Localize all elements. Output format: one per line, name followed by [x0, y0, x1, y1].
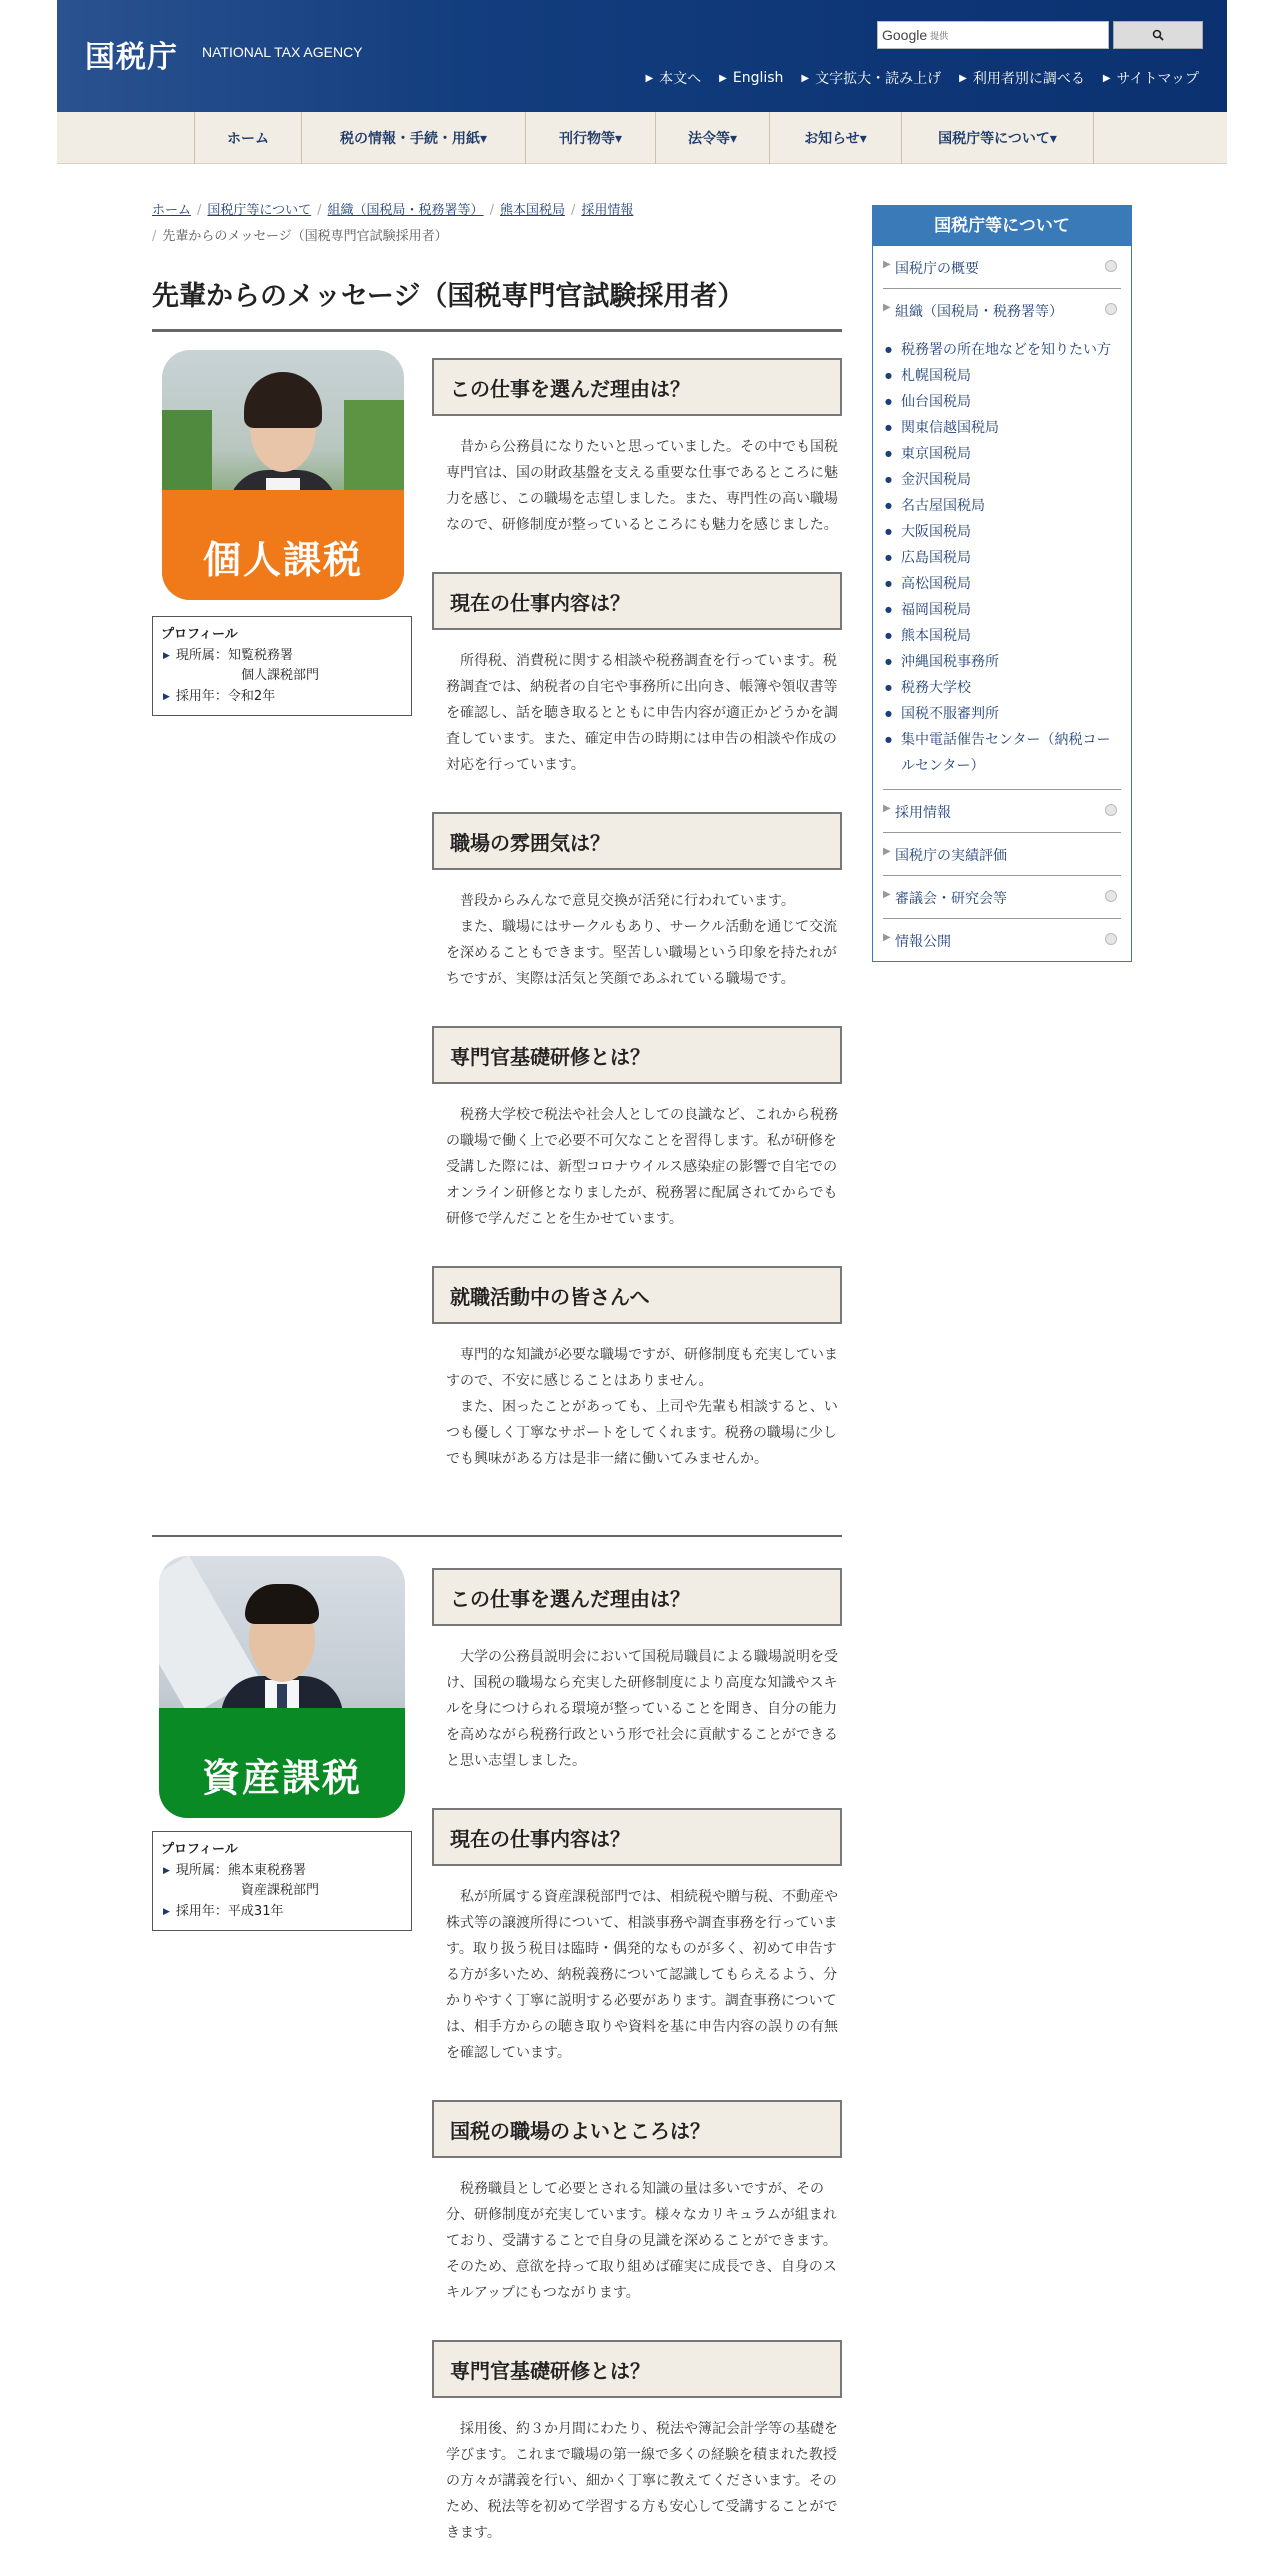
qa-section	[432, 1568, 842, 2568]
utility-nav	[645, 68, 1199, 88]
question-heading: この仕事を選んだ理由は？	[432, 358, 842, 416]
gnav-home[interactable]: ホーム	[195, 112, 302, 164]
affiliation-label: 現所属：	[175, 1863, 228, 1878]
hire-year: 採用年：平成31年	[175, 1904, 284, 1919]
search-brand: Google	[882, 27, 928, 43]
answer-text: 私が所属する資産課税部門では、相続税や贈与税、不動産や株式等の譲渡所得について、相談事務や調査事務を行っています。取り扱う税目は臨時・偶発的なものが多く、初めて申告する方が多いため、納税義務について認識してもらえるよう、分かりやすく丁寧に説明する必要があります。調査事務については、相手方からの聴き取りや資料を基に申告内容の誤りの有無を確認しています。	[446, 1889, 838, 2061]
breadcrumb-current: 先輩からのメッセージ（国税専門官試験採用者）	[162, 229, 448, 244]
photo-label: 個人課税	[202, 538, 363, 582]
side-sub-list	[883, 331, 1121, 790]
side-sub-item[interactable]: ● 広島国税局	[901, 545, 1121, 571]
question-heading: 専門官基礎研修とは？	[432, 2340, 842, 2398]
chevron-right-icon: ▶	[883, 932, 891, 943]
answer-text: 昔から公務員になりたいと思っていました。その中でも国税専門官は、国の財政基盤を支える重要な仕事であるところに魅力を感じ、この職場を志望しました。また、専門性の高い職場なので、研修制度が整っているところにも魅力を感じました。	[446, 439, 838, 533]
expand-icon	[1105, 303, 1117, 315]
chevron-right-icon: ▶	[883, 302, 891, 313]
breadcrumb-home[interactable]: ホーム	[152, 203, 192, 218]
util-link-text-size[interactable]: ▶ 文字拡大・読み上げ	[801, 71, 942, 87]
side-item-evaluation[interactable]: ▶ 国税庁の実績評価	[883, 833, 1121, 876]
chevron-right-icon: ▶	[883, 846, 891, 857]
answer-text: 普段からみんなで意見交換が活発に行われています。 また、職場にはサークルもあり、サークル活動を通じて交流を深めることもできます。堅苦しい職場という印象を持たれがちですが、実際は活気と笑顔であふれている職場です。	[446, 893, 838, 987]
search-button[interactable]	[1113, 21, 1203, 49]
breadcrumb-recruit[interactable]: 採用情報	[581, 203, 634, 218]
qa-section	[432, 358, 842, 1506]
bullet-icon: ▶	[163, 692, 170, 702]
side-sub-item[interactable]: ● 国税不服審判所	[901, 701, 1121, 727]
answer-text: 税務大学校で税法や社会人としての良識など、これから税務の職場で働く上で必要不可欠なことを習得します。私が研修を受講した際には、新型コロナウイルス感染症の影響で自宅でのオンライン研修となりましたが、税務署に配属されてからでも研修で学んだことを生かせています。	[446, 1107, 838, 1227]
breadcrumb-organization[interactable]: 組織（国税局・税務署等）	[327, 203, 484, 218]
question-heading: 就職活動中の皆さんへ	[432, 1266, 842, 1324]
gnav-news[interactable]: お知らせ▾	[770, 112, 902, 164]
question-heading: 国税の職場のよいところは？	[432, 2100, 842, 2158]
side-sub-item[interactable]: ● 関東信越国税局	[901, 415, 1121, 441]
question-heading: 現在の仕事内容は？	[432, 572, 842, 630]
answer-text: 専門的な知識が必要な職場ですが、研修制度も充実していますので、不安に感じることはありません。 また、困ったことがあっても、上司や先輩も相談すると、いつも優しく丁寧なサポートをしてくれます。税務の職場に少しでも興味がある方は是非一緒に働いてみませんか。	[446, 1347, 838, 1467]
profile-card	[152, 616, 412, 716]
side-sub-item[interactable]: ● 集中電話催告センター（納税コールセンター）	[901, 727, 1121, 779]
bullet-icon: ▶	[163, 651, 170, 661]
affiliation-1: 熊本東税務署	[227, 1863, 306, 1878]
util-link-english[interactable]: ▶ English	[719, 70, 784, 86]
answer-text: 大学の公務員説明会において国税局職員による職場説明を受け、国税の職場なら充実した研修制度により高度な知識やスキルを身につけられる環境が整っていることを聞き、自分の能力を高めながら税務行政という形で社会に貢献することができると思い志望しました。	[446, 1649, 838, 1769]
breadcrumb: ホーム / 国税庁等について / 組織（国税局・税務署等） / 熊本国税局 / 採用情報 / 先輩からのメッセージ（国税専門官試験採用者）	[152, 203, 634, 244]
breadcrumb-kumamoto[interactable]: 熊本国税局	[499, 203, 565, 218]
answer-text: 採用後、約３か月間にわたり、税法や簿記会計学等の基礎を学びます。これまで職場の第一線で多くの経験を積まれた教授の方々が講義を行い、細かく丁寧に教えてくださいます。そのため、税法等を初めて学習する方も安心して受講することができます。	[446, 2421, 838, 2541]
expand-icon	[1105, 804, 1117, 816]
search-provided: 提供	[930, 31, 949, 42]
side-sub-item[interactable]: ● 税務署の所在地などを知りたい方	[901, 337, 1121, 363]
affiliation-2: 資産課税部門	[241, 1883, 320, 1898]
answer-text: 税務職員として必要とされる知識の量は多いですが、その分、研修制度が充実しています。様々なカリキュラムが組まれており、受講することで自身の見識を深めることができます。そのため、意欲を持って取り組めば確実に成長でき、自身のスキルアップにもつながります。	[446, 2181, 837, 2301]
site-logo[interactable]: 国税庁	[85, 40, 178, 75]
search-icon	[1152, 29, 1164, 41]
side-nav-title: 国税庁等について	[873, 206, 1131, 246]
gnav-about[interactable]: 国税庁等について▾	[902, 112, 1094, 164]
side-sub-item[interactable]: ● 熊本国税局	[901, 623, 1121, 649]
side-item-organization[interactable]: ▶ 組織（国税局・税務署等）	[883, 289, 1121, 331]
question-heading: 職場の雰囲気は？	[432, 812, 842, 870]
util-link-by-user[interactable]: ▶ 利用者別に調べる	[959, 71, 1085, 87]
side-item-overview[interactable]: ▶ 国税庁の概要	[883, 246, 1121, 289]
expand-icon	[1105, 933, 1117, 945]
bullet-icon: ▶	[163, 1907, 170, 1917]
side-sub-item[interactable]: ● 沖縄国税事務所	[901, 649, 1121, 675]
side-sub-item[interactable]: ● 福岡国税局	[901, 597, 1121, 623]
affiliation-1: 知覧税務署	[227, 648, 293, 663]
chevron-right-icon: ▶	[883, 889, 891, 900]
site-header	[57, 0, 1227, 112]
gnav-laws[interactable]: 法令等▾	[656, 112, 770, 164]
breadcrumb-about[interactable]: 国税庁等について	[207, 203, 312, 218]
question-heading: 現在の仕事内容は？	[432, 1808, 842, 1866]
answer-text: 所得税、消費税に関する相談や税務調査を行っています。税務調査では、納税者の自宅や事務所に出向き、帳簿や領収書等を確認し、話を聴き取るとともに申告内容が適正かどうかを調査しています。また、確定申告の時期には申告の相談や作成の対応を行っています。	[446, 653, 838, 773]
side-sub-item[interactable]: ● 仙台国税局	[901, 389, 1121, 415]
util-link-sitemap[interactable]: ▶ サイトマップ	[1102, 71, 1199, 87]
site-logo-english: NATIONAL TAX AGENCY	[202, 44, 363, 60]
side-nav	[872, 205, 1132, 962]
photo-label: 資産課税	[201, 1756, 362, 1800]
side-sub-item[interactable]: ● 金沢国税局	[901, 467, 1121, 493]
global-nav	[57, 112, 1227, 164]
side-sub-item[interactable]: ● 札幌国税局	[901, 363, 1121, 389]
chevron-right-icon: ▶	[883, 259, 891, 270]
person-photo-kojin	[162, 350, 404, 600]
side-item-council[interactable]: ▶ 審議会・研究会等	[883, 876, 1121, 919]
expand-icon	[1105, 260, 1117, 272]
section-divider	[152, 1535, 842, 1537]
profile-title: プロフィール	[161, 1842, 238, 1857]
side-sub-item[interactable]: ● 名古屋国税局	[901, 493, 1121, 519]
expand-icon	[1105, 890, 1117, 902]
side-sub-item[interactable]: ● 税務大学校	[901, 675, 1121, 701]
question-heading: この仕事を選んだ理由は？	[432, 1568, 842, 1626]
util-link-main[interactable]: ▶ 本文へ	[645, 71, 702, 87]
profile-card	[152, 1831, 412, 1931]
affiliation-2: 個人課税部門	[241, 668, 320, 683]
search-input[interactable]	[877, 21, 1109, 49]
gnav-tax-info[interactable]: 税の情報・手続・用紙▾	[302, 112, 526, 164]
profile-title: プロフィール	[161, 627, 238, 642]
chevron-right-icon: ▶	[883, 803, 891, 814]
side-sub-item[interactable]: ● 大阪国税局	[901, 519, 1121, 545]
person-photo-shisan	[159, 1556, 405, 1818]
question-heading: 専門官基礎研修とは？	[432, 1026, 842, 1084]
side-sub-item[interactable]: ● 東京国税局	[901, 441, 1121, 467]
bullet-icon: ▶	[163, 1866, 170, 1876]
side-sub-item[interactable]: ● 高松国税局	[901, 571, 1121, 597]
page-title: 先輩からのメッセージ（国税専門官試験採用者）	[152, 274, 842, 332]
side-item-disclosure[interactable]: ▶ 情報公開	[883, 919, 1121, 961]
side-item-recruit[interactable]: ▶ 採用情報	[883, 790, 1121, 833]
gnav-publications[interactable]: 刊行物等▾	[526, 112, 656, 164]
hire-year: 採用年：令和2年	[175, 689, 276, 704]
affiliation-label: 現所属：	[175, 648, 228, 663]
